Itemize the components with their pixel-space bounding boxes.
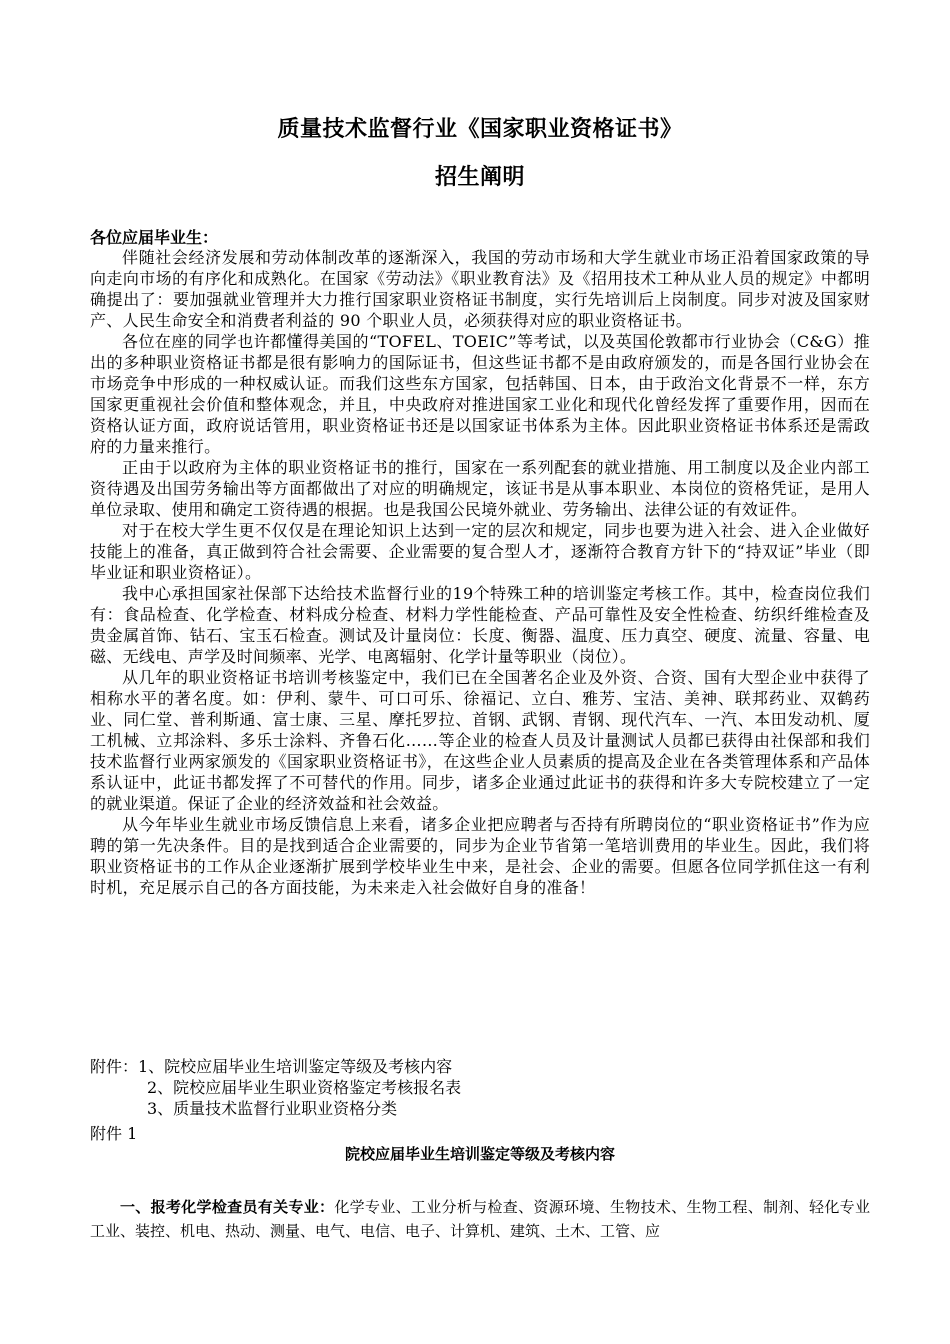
annex-list	[90, 1056, 870, 1119]
annex-item: 3、质量技术监督行业职业资格分类	[147, 1099, 398, 1118]
section-title: 院校应届毕业生培训鉴定等级及考核内容	[344, 1145, 615, 1163]
paragraph: 从今年毕业生就业市场反馈信息上来看，诸多企业把应聘者与否持有所聘岗位的“职业资格证书”作为应聘的第一先决条件。目的是找到适合企业需要的，同步为企业节省第一笔培训费用的毕业生。因此，我们将职业资格证书的工作从企业逐渐扩展到学校毕业生中来，是社会、企业的需要。但愿各位同学抓住这一有利时机，充足展示自己的各方面技能，为未来走入社会做好自身的准备！	[90, 815, 870, 897]
document-title: 质量技术监督行业《国家职业资格证书》	[277, 117, 683, 142]
paragraph: 从几年的职业资格证书培训考核鉴定中，我们已在全国著名企业及外资、合资、国有大型企业中获得了相称水平的著名度。如：伊利、蒙牛、可口可乐、徐福记、立白、雅芳、宝洁、美神、联邦药业、双鹤药业、同仁堂、普利斯通、富士康、三星、摩托罗拉、首钢、武钢、青钢、现代汽车、一汽、本田发动机、厦工机械、立邦涂料、多乐士涂料、齐鲁石化……等企业的检查人员及计量测试人员都已获得由社保部和我们技术监督行业两家颁发的《国家职业资格证书》，在这些企业人员素质的提高及企业在各类管理体系和产品体系认证中，此证书都发挥了不可替代的作用。同步，诸多企业通过此证书的获得和许多大专院校建立了一定的就业渠道。保证了企业的经济效益和社会效益。	[90, 668, 870, 813]
requirement-text: 化学专业、工业分析与检查、资源环境、生物技术、生物工程、制剂、轻化专业工业、装控、机电、热动、测量、电气、电信、电子、计算机、建筑、土木、工管、应	[90, 1198, 870, 1240]
salutation: 各位应届毕业生：	[90, 228, 219, 247]
document-subtitle: 招生阐明	[434, 165, 525, 190]
paragraph: 各位在座的同学也许都懂得美国的“TOFEL、TOEIC”等考试，以及英国伦敦都市行业协会（C&G）推出的多种职业资格证书都是很有影响力的国际证书，但这些证书都不是由政府颁发的，而是各国行业协会在市场竞争中形成的一种权威认证。而我们这些东方国家，包括韩国、日本，由于政治文化背景不一样，东方国家更重视社会价值和整体观念，并且，中央政府对推进国家工业化和现代化曾经发挥了重要作用，因而在资格认证方面，政府说话管用，职业资格证书还是以国家证书体系为主体。因此职业资格证书体系还是需政府的力量来推行。	[90, 332, 870, 456]
requirement-paragraph	[90, 1195, 870, 1243]
annex-1-label: 附件 1	[90, 1124, 138, 1143]
annex-item: 2、院校应届毕业生职业资格鉴定考核报名表	[147, 1078, 462, 1097]
requirement-label: 一、报考化学检查员有关专业：	[120, 1198, 335, 1216]
paragraph: 我中心承担国家社保部下达给技术监督行业的19个特殊工种的培训鉴定考核工作。其中，检查岗位我们有：食品检查、化学检查、材料成分检查、材料力学性能检查、产品可靠性及安全性检查、纺织纤维检查及贵金属首饰、钻石、宝玉石检查。测试及计量岗位：长度、衡器、温度、压力真空、硬度、流量、容量、电磁、无线电、声学及时间频率、光学、电离辐射、化学计量等职业（岗位）。	[90, 584, 870, 666]
paragraph: 正由于以政府为主体的职业资格证书的推行，国家在一系列配套的就业措施、用工制度以及企业内部工资待遇及出国劳务输出等方面都做出了对应的明确规定，该证书是从事本职业、本岗位的资格凭证，是用人单位录取、使用和确定工资待遇的根据。也是我国公民境外就业、劳务输出、法律公证的有效证件。	[90, 458, 870, 519]
body-text	[90, 247, 870, 898]
paragraph: 对于在校大学生更不仅仅是在理论知识上达到一定的层次和规定，同步也要为进入社会、进入企业做好技能上的准备，真正做到符合社会需要、企业需要的复合型人才，逐渐符合教育方针下的“持双证”毕业（即毕业证和职业资格证）。	[90, 521, 870, 582]
paragraph: 伴随社会经济发展和劳动体制改革的逐渐深入，我国的劳动市场和大学生就业市场正沿着国家政策的导向走向市场的有序化和成熟化。在国家《劳动法》《职业教育法》及《招用技术工种从业人员的规定》中都明确提出了：要加强就业管理并大力推行国家职业资格证书制度，实行先培训后上岗制度。同步对波及国家财产、人民生命安全和消费者利益的 90 个职业人员，必须获得对应的职业资格证书。	[90, 248, 870, 330]
annex-item: 附件：1、院校应届毕业生培训鉴定等级及考核内容	[90, 1057, 453, 1076]
